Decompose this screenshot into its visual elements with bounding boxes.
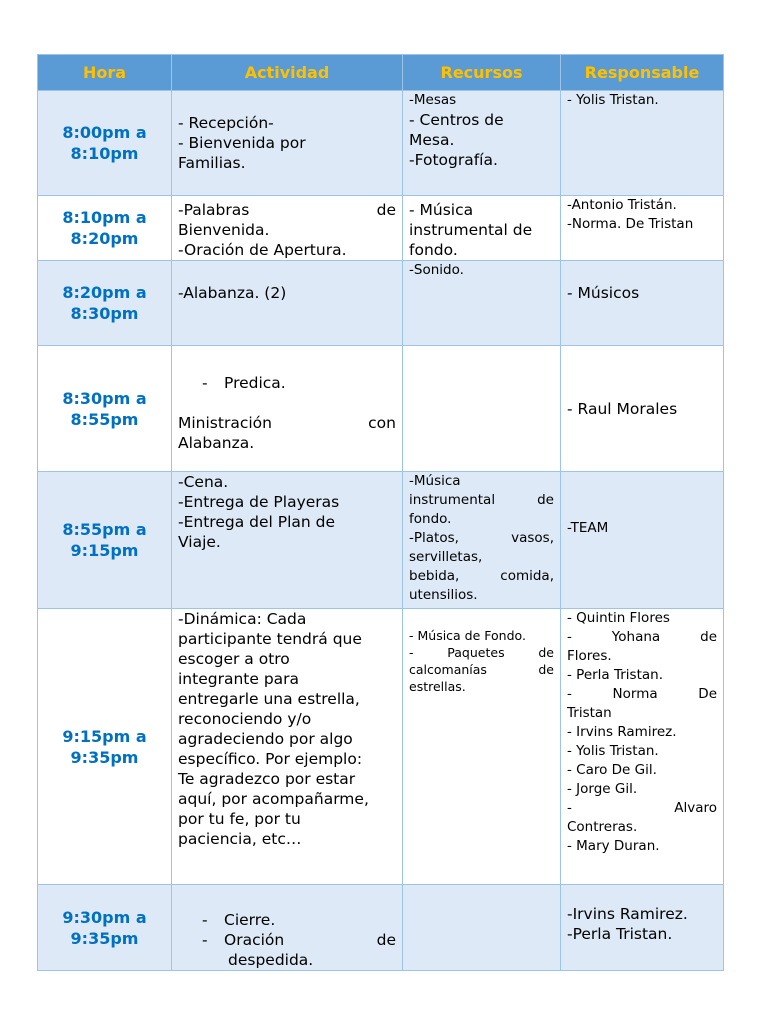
table-row: [38, 196, 724, 261]
time-cell: 9:30pm a 9:35pm: [38, 885, 172, 971]
responsible-cell: -Antonio Tristán. -Norma. De Tristan: [561, 196, 724, 261]
resources-cell: -Mesas - Centros de Mesa. -Fotografía.: [403, 91, 561, 196]
responsible-cell: - Quintin Flores - Yohana de Flores. - Perla Tristan. - Norma De Tristan - Irvins Ramirez. - Yolis Tristan. - Caro De Gil. - Jorge Gil. - Alvaro Contreras. - Mary Duran.: [561, 609, 724, 885]
activity-cell: - Predica. Ministración con Alabanza.: [172, 346, 403, 472]
header-row: [38, 55, 724, 91]
time-cell: 8:30pm a 8:55pm: [38, 346, 172, 472]
resources-cell: -Sonido.: [403, 261, 561, 346]
time-cell: 8:00pm a 8:10pm: [38, 91, 172, 196]
table-row: [38, 609, 724, 885]
table-row: [38, 261, 724, 346]
responsible-cell: - Yolis Tristan.: [561, 91, 724, 196]
activity-cell: - Recepción- - Bienvenida por Familias.: [172, 91, 403, 196]
time-cell: 8:20pm a 8:30pm: [38, 261, 172, 346]
header-recursos: Recursos: [403, 55, 561, 91]
activity-cell: - Cierre. - Oración de despedida.: [172, 885, 403, 971]
resources-cell: -Música instrumental de fondo. -Platos, vasos, servilletas, bebida, comida, utensilios.: [403, 472, 561, 609]
activity-cell: -Dinámica: Cada participante tendrá que escoger a otro integrante para entregarle una estrella, reconociendo y/o agradeciendo por algo específico. Por ejemplo: Te agradezco por estar aquí, por acompañarme, por tu fe, por tu paciencia, etc…: [172, 609, 403, 885]
header-actividad: Actividad: [172, 55, 403, 91]
resources-cell: [403, 346, 561, 472]
resources-cell: [403, 885, 561, 971]
table-row: [38, 91, 724, 196]
table-row: [38, 885, 724, 971]
resources-cell: - Música de Fondo. - Paquetes de calcomanías de estrellas.: [403, 609, 561, 885]
responsible-cell: -Irvins Ramirez. -Perla Tristan.: [561, 885, 724, 971]
responsible-cell: - Raul Morales: [561, 346, 724, 472]
table-row: [38, 346, 724, 472]
responsible-cell: -TEAM: [561, 472, 724, 609]
table-row: [38, 472, 724, 609]
header-responsable: Responsable: [561, 55, 724, 91]
activity-cell: -Cena. -Entrega de Playeras -Entrega del Plan de Viaje.: [172, 472, 403, 609]
header-hora: Hora: [38, 55, 172, 91]
activity-cell: -Alabanza. (2): [172, 261, 403, 346]
schedule-table: [37, 54, 724, 971]
time-cell: 9:15pm a 9:35pm: [38, 609, 172, 885]
time-cell: 8:55pm a 9:15pm: [38, 472, 172, 609]
activity-cell: -Palabras de Bienvenida. -Oración de Apertura.: [172, 196, 403, 261]
responsible-cell: - Músicos: [561, 261, 724, 346]
time-cell: 8:10pm a 8:20pm: [38, 196, 172, 261]
resources-cell: - Música instrumental de fondo.: [403, 196, 561, 261]
